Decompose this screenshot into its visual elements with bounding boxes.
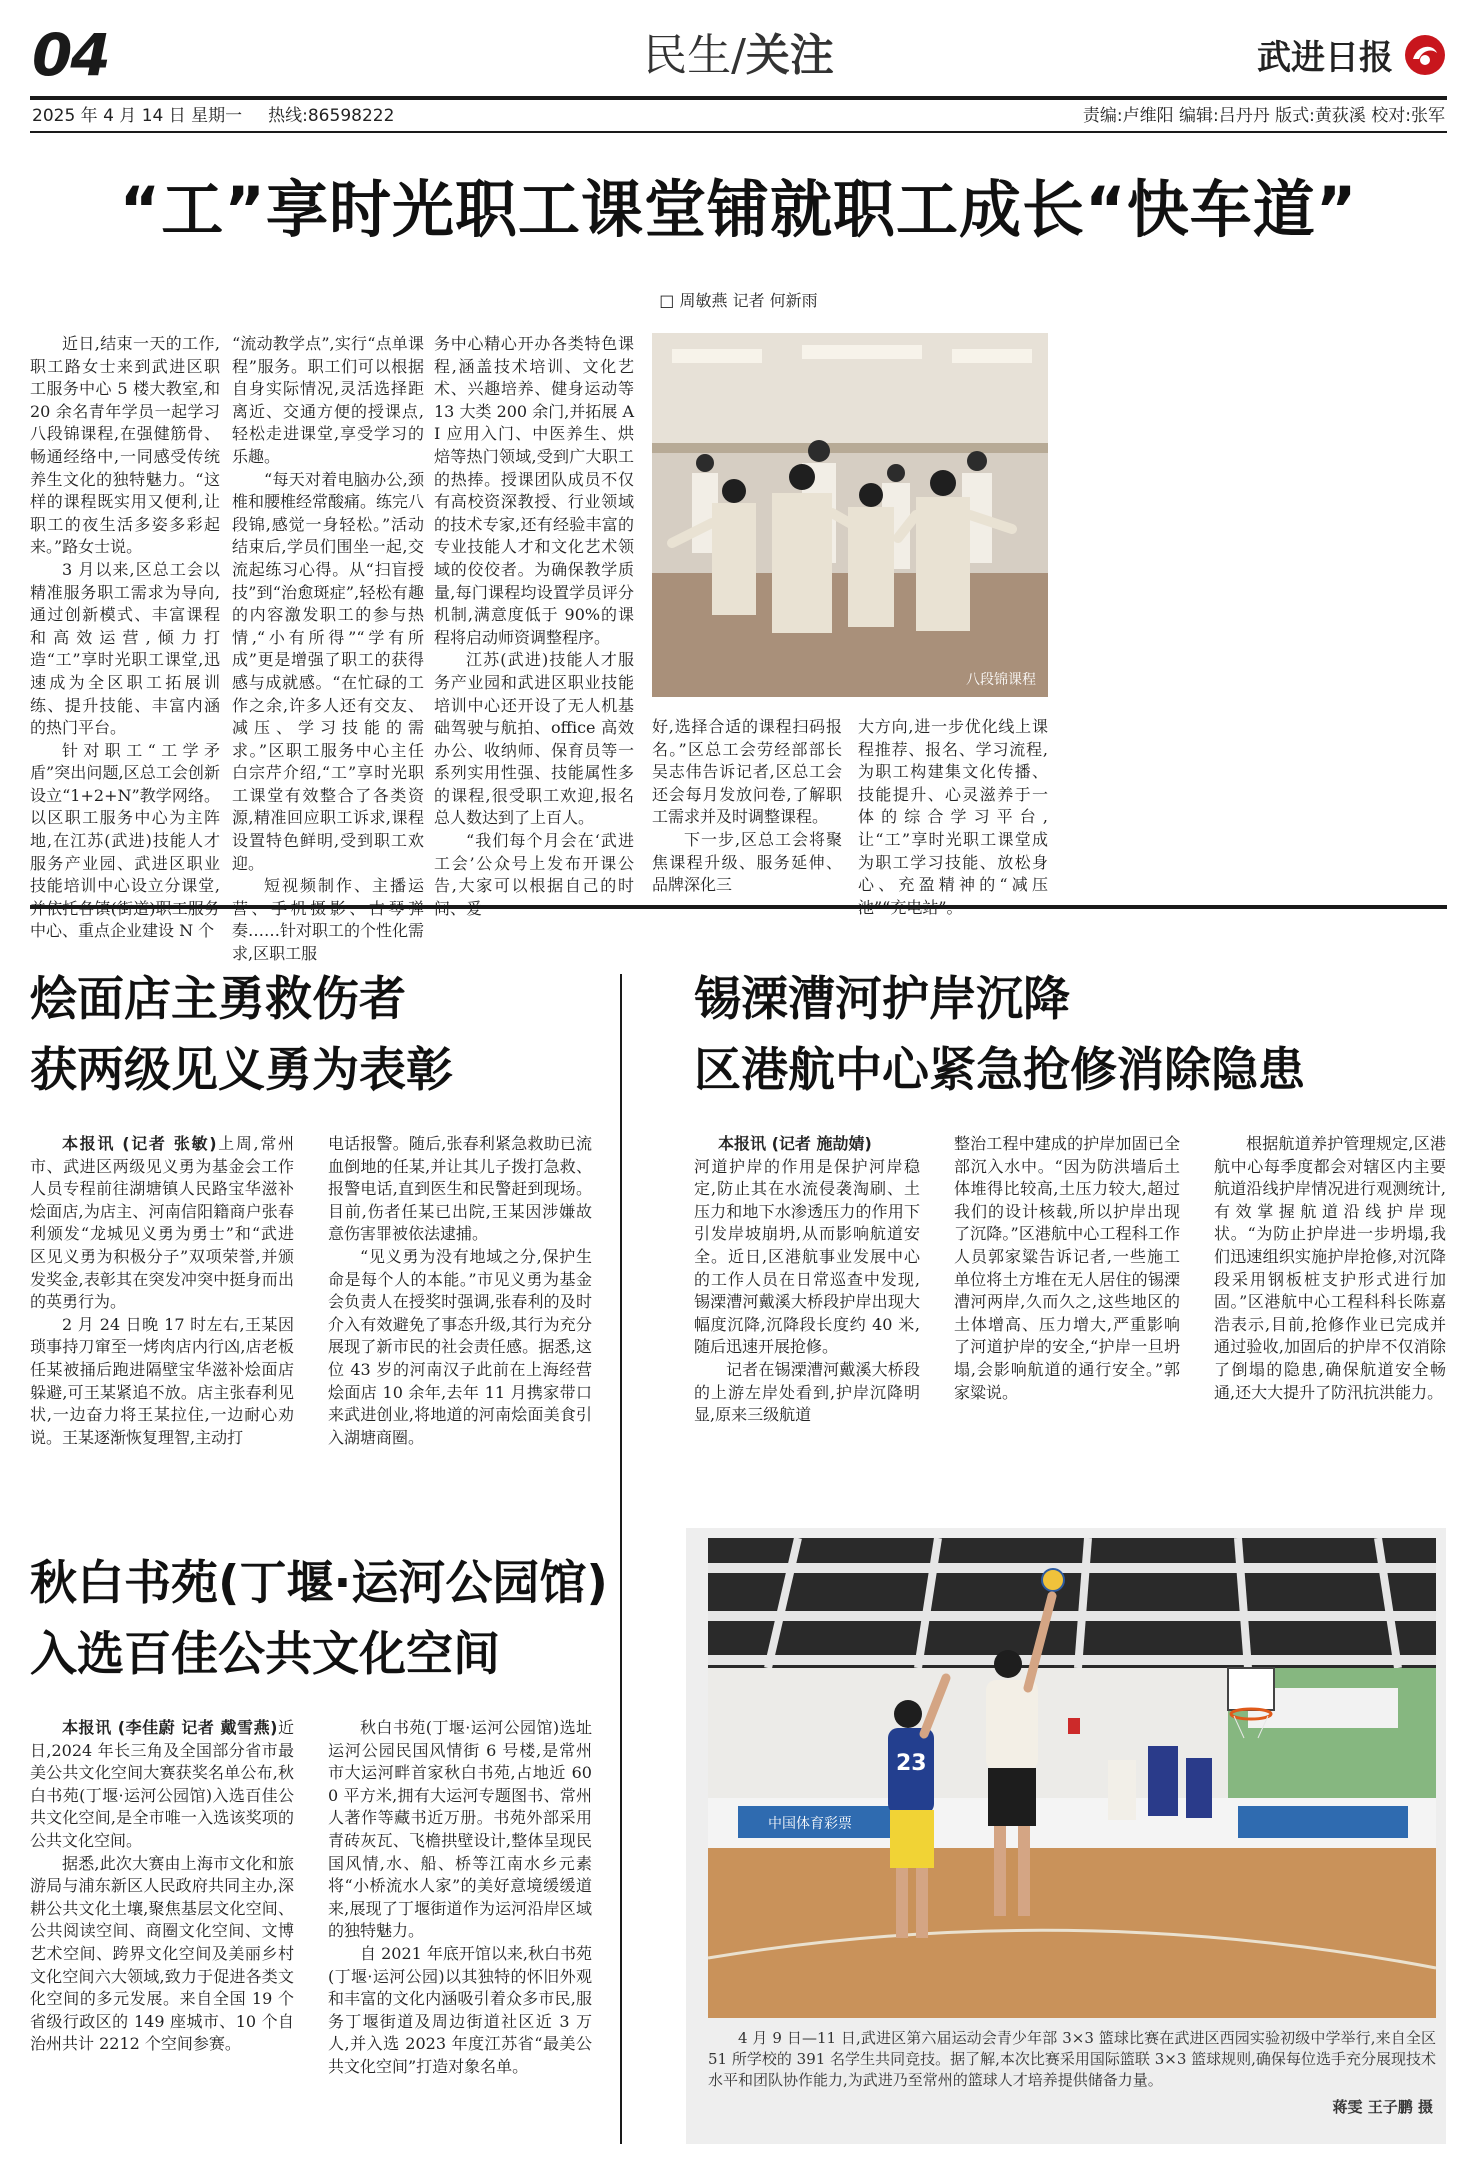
article3-headline-line2: 区港航中心紧急抢修消除隐患 [694, 1043, 1305, 1098]
article4-column-1 [30, 1717, 294, 2153]
header-rule-top [30, 96, 1447, 100]
article1-photo[interactable] [652, 333, 1048, 697]
date-line [32, 104, 394, 128]
basketball-game-image [708, 1538, 1436, 2018]
paragraph: 河道护岸的作用是保护河岸稳定,防止其在水流侵袭淘刷、土压力和地下水渗透压力的作用下引发岸坡崩坍,从而影响航道安全。近日,区港航事业发展中心的工作人员在日常巡查中发现,锡溧漕河戴溪大桥段护岸出现大幅度沉降,沉降段长度约 40 米,随后迅速开展抢修。 [694, 1156, 920, 1357]
paragraph [694, 1133, 920, 1156]
article2-headline-line2: 获两级见义勇为表彰 [30, 1043, 453, 1098]
article4-headline-line1: 秋白书苑(丁堰·运河公园馆) [30, 1556, 608, 1611]
article2-column-2 [328, 1133, 592, 1485]
paragraph: 秋白书苑(丁堰·运河公园馆)选址运河公园民国风情街 6 号楼,是常州市大运河畔首家秋白书苑,占地近 600 平方米,拥有大运河专题图书、常州人著作等藏书近万册。书苑外部采用青砖灰瓦、飞檐拱壁设计,整体呈现民国风情,水、船、桥等江南水乡元素将“小桥流水人家”的美好意境缓缓道来,展现了丁堰街道作为运河沿岸区域的独特魅力。 [328, 1718, 592, 1941]
photo2-caption-text: 4 月 9 日—11 日,武进区第六届运动会青少年部 3×3 篮球比赛在武进区西园实验初级中学举行,来自全区 51 所学校的 391 名学生共同竞技。据了解,本次比赛采用国际篮联 3×3 篮球规则,确保每位选手充分展现技术水平和团队协作能力,为武进乃至常州的篮球人才培养提供储备力量。 [708, 2029, 1436, 2089]
paragraph: 江苏(武进)技能人才服务产业园和武进区职业技能培训中心还开设了无人机基础驾驶与航拍、office 高效办公、收纳师、保育员等一系列实用性强、技能属性多的课程,很受职工欢迎,报名总人数达到了上百人。 [434, 650, 634, 828]
article1-column-2 [232, 333, 425, 964]
article1-column-4 [652, 716, 842, 899]
date-text: 2025 年 4 月 14 日 星期一 [32, 106, 243, 126]
section-right: 关注 [745, 30, 834, 81]
paragraph: 电话报警。随后,张春利紧急救助已流血倒地的任某,并让其儿子拨打急救、报警电话,直到医生和民警赶到现场。目前,伤者任某已出院,王某因涉嫌故意伤害罪被依法逮捕。 [328, 1134, 592, 1244]
article3-lead: 本报讯 (记者 施劼婧) [718, 1134, 872, 1153]
article2-lead: 本报讯 (记者 张敏) [62, 1134, 217, 1153]
article1-photo-caption: 八段锦课程 [966, 672, 1036, 688]
jersey-number: 23 [896, 1751, 927, 1776]
paragraph: 短视频制作、主播运 奏……针对职工的个性化需求,区职工服 [232, 876, 425, 964]
header-rule-bottom [30, 131, 1447, 133]
section-title [0, 21, 1477, 89]
article3-column-1 [694, 1133, 920, 1485]
paragraph: 大方向,进一步优化线上课程推荐、报名、学习流程,为职工构建集文化传播、技能提升、心灵滋养于一体的综合学习平台,让“工”享时光职工课堂成为职工学习技能、放松身心、充盈精神的“减压 [858, 717, 1048, 895]
paper-logo[interactable] [1257, 30, 1447, 79]
article3-column-3 [1214, 1133, 1446, 1485]
article1-headline: “工”享时光职工课堂铺就职工成长“快车道” [119, 173, 1358, 246]
paper-name: 武进日报 [1257, 38, 1393, 78]
paragraph: 2 月 24 日晚 17 时左右,王某因琐事持刀窜至一烤肉店内行凶,店老板任某被捅后跑进隔壁宝华滋补烩面店躲避,可王某紧追不放。店主张春利见状,一边奋力将王某拉住,一边耐心劝说。王某逐渐恢复理智,主动打 [30, 1314, 294, 1447]
article3-column-2 [954, 1133, 1180, 1485]
column-divider [620, 974, 622, 2144]
paragraph-text: 上周,常州市、武进区两级见义勇为基金会工作人员专程前往湖塘镇人民路宝华滋补烩面店,为店主、河南信阳籍商户张春利颁发“龙城见义勇为勇士”和“武进区见义勇为积极分子”双项荣誉,并颁发奖金,表彰其在突发冲突中挺身而出的英勇行为。 [30, 1134, 294, 1312]
paragraph: 下一步,区总工会将聚焦课程升级、服务延伸、品牌深化三 [652, 829, 842, 895]
paragraph [30, 1133, 294, 1314]
article3-headline-line1: 锡溧漕河护岸沉降 [694, 972, 1070, 1027]
paragraph: “见义勇为没有地域之分,保护生命是每个人的本能。”市见义勇为基金会负责人在授奖时强调,张春利的及时介入有效避免了事态升级,其行为充分展现了新市民的社会责任感。据悉,这位 43 岁的河南汉子此前在上海经营烩面店 10 余年,去年 11 月携家带口来武进创业,将地道的河南烩面美食引入湖塘商圈。 [328, 1246, 592, 1447]
article4-column-2 [328, 1717, 592, 2153]
paragraph: 3 月以来,区总工会以精准服务职工需求为导向,通过创新模式、丰富课程和高效运营,倾力打造“工”享时光职工课堂,迅速成为全区职工拓展训练、提升技能、丰富内涵的热门平台。 [30, 559, 220, 738]
paragraph: 近日,结束一天的工作,职工路女士来到武进区职工服务中心 5 楼大教室,和 20 余名青年学员一起学习八段锦课程,在强健筋骨、畅通经络中,一同感受传统养生文化的独特魅力。“这样的课程既实用又便利,让职工的夜生活多姿多彩起来。”路女士说。 [30, 334, 220, 557]
paragraph: “流动教学点”,实行“点单课程”服务。职工们可以根据自身实际情况,灵活选择距离近、交通方便的授课点,轻松走进课堂,享受学习的乐趣。 [232, 334, 424, 466]
article2-headline-line1: 烩面店主勇救伤者 [30, 972, 406, 1027]
paragraph: 整治工程中建成的护岸加固已全部沉入水中。“因为防洪墙后土体堆得比较高,土压力较大,超过我们的设计核载,所以护岸出现了沉降。”区港航中心工程科工作人员郭家粱告诉记者,一些施工单位将土方堆在无人居住的锡溧漕河两岸,久而久之,这些地区的土体增高、压力增大,严重影响了河道护岸的安全,“护岸一旦坍塌,会影响航道的通行安全。”郭家粱说。 [954, 1134, 1180, 1402]
article1-column-3 [434, 333, 634, 899]
paragraph: 针对职工“工学矛盾”突出问题,区总工会创新设立“1+2+N”教学网络。以区职工服务中心为主阵地,在江苏(武进)技能人才服务产业园、武进区职业技能培训中心设立分课堂, 中心、重点企业建设 N 个 [30, 740, 220, 941]
page-number: 04 [32, 21, 109, 89]
photo2-credit: 蒋雯 王子鹏 摄 [1325, 2097, 1433, 2118]
photo-banner: 中国体育彩票 [768, 1816, 852, 1832]
article4-headline-line2: 入选百佳公共文化空间 [30, 1627, 500, 1682]
paragraph: 根据航道养护管理规定,区港航中心每季度都会对辖区内主要航道沿线护岸情况进行观测统计,有效掌握航道沿线护岸现状。“为防止护岸进一步坍塌,我们迅速组织实施护岸抢修,对沉降段采用钢板桩支护形式进行加固。”区港航中心工程科科长陈嘉浩表示,目前,抢修作业已完成并通过验收,加固后的护岸不仅消除了倒塌的隐患,确保航道安全畅通,还大大提升了防汛抗洪能力。 [1214, 1134, 1446, 1402]
article2-column-1 [30, 1133, 294, 1485]
basketball-photo[interactable] [708, 1538, 1436, 2018]
paragraph: “每天对着电脑办公,颈椎和腰椎经常酸痛。练完八段锦,感觉一身轻松。”活动结束后,学员们围坐一起,交流起练习心得。从“扫盲授技”到“治愈斑症”,轻松有趣的内容激发职工的参与热情,“小有所得”“学有所成”更是增强了职工的获得感与成就感。“在忙碌的工作之余,许多人还有交友、减压、学习技能的需求。”区职工服务中心主任白宗芹介绍,“工”享时光职工课堂有效整合了各类资源,精准回应职工诉求,课程设置特色鲜明,受到职工欢迎。 [232, 469, 425, 873]
section-left: 民生 [643, 30, 732, 81]
article1-column-5 [858, 716, 1048, 899]
paragraph: 务中心精心开办各类特色课程,涵盖技术培训、文化艺术、兴趣培养、健身运动等 13 大类 200 余门,并拓展 AI 应用入门、中医养生、烘焙等热门领域,受到广大职工的热捧。授课团队成员不仅有高校资深教授、行业领域的技术专家,还有经验丰富的专业技能人才和文化艺术领域的佼佼者。为确保教学质量,每门课程均设置学员评分机制,满意度低于 90%的课程将启动师资调整程序。 [434, 334, 634, 647]
paragraph: 记者在锡溧漕河戴溪大桥段的上游左岸处看到,护岸沉降明显,原来三级航道 [694, 1359, 920, 1425]
paragraph: “我们每个月会在‘武进工会’公众号上发布开课公告,大家可以根据自己的时 [434, 831, 634, 896]
section-sep: / [731, 30, 746, 81]
paper-logo-icon [1403, 33, 1447, 77]
photo2-caption [708, 2028, 1436, 2134]
paragraph [30, 1717, 294, 1853]
paragraph: 好,选择合适的课程扫码报名。”区总工会劳经部部长吴志伟告诉记者,区总工会还会每月发放问卷,了解职工需求并及时调整课程。 [652, 717, 842, 827]
hotline: 热线:86598222 [268, 106, 395, 126]
article1-byline: □ 周敏燕 记者 何新雨 [659, 291, 818, 310]
eight-section-brocade-class-image [652, 333, 1048, 697]
article1-bottom-rule [30, 905, 1447, 909]
editors-line: 责编:卢维阳 编辑:吕丹丹 版式:黄荻溪 校对:张军 [1082, 106, 1445, 126]
paragraph: 据悉,此次大赛由上海市文化和旅游局与浦东新区人民政府共同主办,深耕公共文化土壤,聚焦基层文化空间、公共阅读空间、商圈文化空间、文博艺术空间、跨界文化空间及美丽乡村文化空间六大领域,致力于促进各类文化空间的多元发展。来自全国 19 个省级行政区的 149 座城市、10 个自治州共计 2212 个空间参赛。 [30, 1853, 294, 2054]
paragraph: 自 2021 年底开馆以来,秋白书苑(丁堰·运河公园)以其独特的怀旧外观和丰富的文化内涵吸引着众多市民,服务丁堰街道及周边街道社区近 3 万人,并入选 2023 年度江苏省“最美公共文化空间”打造对象名单。 [328, 1943, 592, 2076]
article4-lead: 本报讯 (李佳蔚 记者 戴雪燕) [62, 1718, 278, 1737]
article1-column-1 [30, 333, 220, 941]
paragraph-text: 近日,2024 年长三角及全国部分省市最美公共文化空间大赛获奖名单公布,秋白书苑(丁堰·运河公园馆)入选百佳公共文化空间,是全市唯一入选该奖项的公共文化空间。 [30, 1718, 294, 1850]
